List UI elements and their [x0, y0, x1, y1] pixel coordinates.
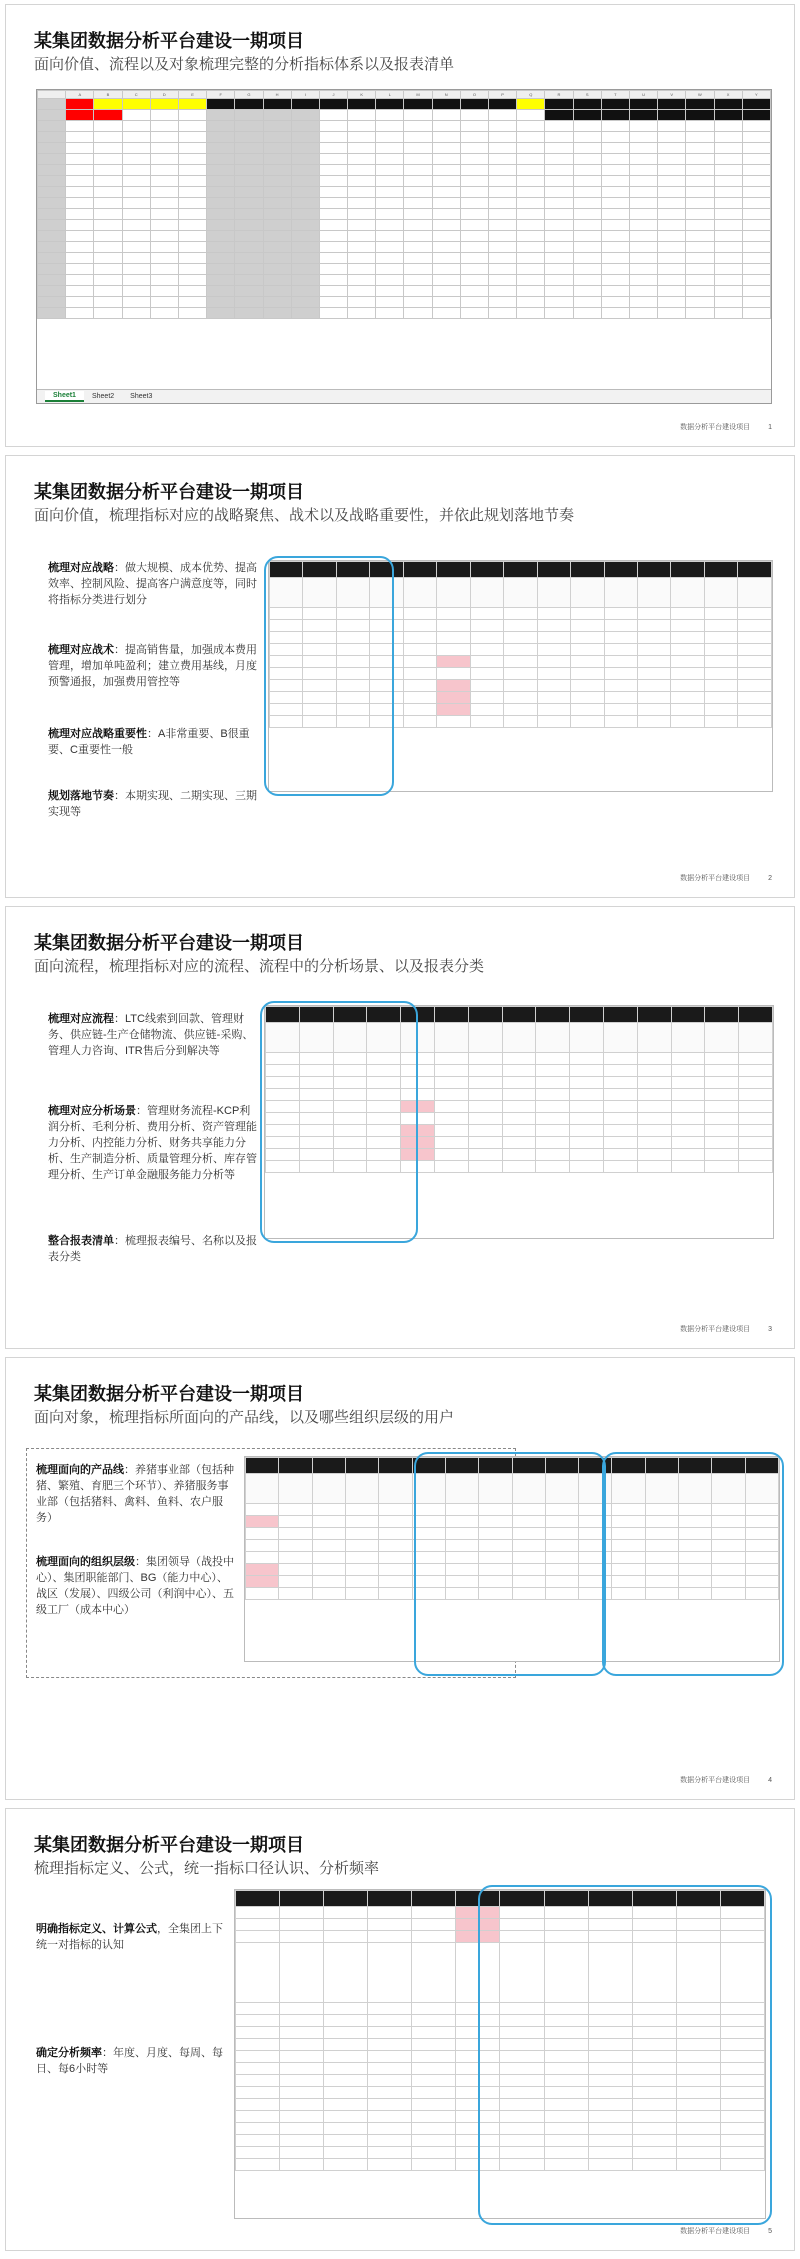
bullet-definition	[36, 1921, 226, 1953]
bullet-head: 规划落地节奏	[48, 790, 114, 802]
slide-footer	[680, 1324, 772, 1334]
bullet-body: ：养猪事业部（包括种猪、繁殖、育肥三个环节）、养猪服务事业部（包括猪料、禽料、鱼料、农户服务）	[36, 1464, 234, 1524]
slide-subtitle: 面向流程，梳理指标对应的流程、流程中的分析场景、以及报表分类	[34, 958, 485, 975]
slide-footer	[680, 873, 772, 883]
slide-4	[5, 1357, 795, 1800]
bullet-body: ：本期实现、二期实现、三期实现等	[48, 790, 257, 818]
page-number: 5	[768, 2228, 772, 2235]
spreadsheet-screenshot	[36, 89, 772, 404]
bullet-report-list	[48, 1233, 258, 1265]
bullet-head: 明确指标定义、计算公式	[36, 1923, 157, 1935]
bullet-body: ：年度、月度、每周、每日、每6小时等	[36, 2047, 223, 2075]
slide-2	[5, 455, 795, 898]
highlight-outline	[264, 556, 394, 796]
slide-title: 某集团数据分析平台建设一期项目	[34, 933, 304, 953]
footer-label: 数据分析平台建设项目	[680, 1777, 751, 1784]
highlight-outline-org	[602, 1452, 784, 1676]
bullet-body: ：做大规模、成本优势、提高效率、控制风险、提高客户满意度等，同时将指标分类进行划分	[48, 562, 257, 606]
bullet-frequency	[36, 2045, 226, 2077]
bullet-head: 梳理对应战略	[48, 562, 114, 574]
slide-subtitle: 面向价值，梳理指标对应的战略聚焦、战术以及战略重要性，并依此规划落地节奏	[34, 507, 575, 524]
bullet-roadmap	[48, 788, 258, 820]
bullet-importance	[48, 726, 258, 758]
slide-footer	[680, 2226, 772, 2236]
bullet-scenario	[48, 1103, 258, 1183]
bullet-tactics	[48, 642, 258, 690]
bullet-body: ：提高销售量，加强成本费用管理，增加单吨盈利；建立费用基线，月度预警通报，加强费用管控等	[48, 644, 257, 688]
page-number: 2	[768, 875, 772, 882]
bullet-process	[48, 1011, 258, 1059]
sheet-tab-bar	[37, 389, 771, 403]
slide-1	[5, 4, 795, 447]
bullet-body: ，全集团上下统一对指标的认知	[36, 1923, 223, 1951]
highlight-outline-product	[414, 1452, 606, 1676]
highlight-outline	[260, 1001, 418, 1243]
bullet-head: 梳理面向的产品线	[36, 1464, 124, 1476]
slide-title: 某集团数据分析平台建设一期项目	[34, 31, 304, 51]
bullet-strategy	[48, 560, 258, 608]
slide-subtitle: 梳理指标定义、公式，统一指标口径认识、分析频率	[34, 1860, 380, 1877]
page-number: 1	[768, 424, 772, 431]
slide-3	[5, 906, 795, 1349]
sheet-tab-2[interactable]: Sheet2	[91, 393, 115, 400]
slide-title: 某集团数据分析平台建设一期项目	[34, 482, 304, 502]
bullet-body: ：A非常重要、B很重要、C重要性一般	[48, 728, 250, 756]
bullet-head: 梳理对应分析场景	[48, 1105, 136, 1117]
sheet-tab-3[interactable]: Sheet3	[130, 393, 153, 400]
bullet-body: ：管理财务流程-KCP利润分析、毛利分析、费用分析、资产管理能力分析、内控能力分析、财务共享能力分析、生产制造分析、质量管理分析、库存管理分析、生产订单金融服务能力分析等	[48, 1105, 257, 1181]
highlight-outline	[478, 1885, 772, 2225]
footer-label: 数据分析平台建设项目	[680, 1326, 751, 1333]
footer-label: 数据分析平台建设项目	[680, 875, 751, 882]
sheet-tab-1[interactable]: Sheet1	[45, 391, 84, 402]
page-number: 4	[768, 1777, 772, 1784]
slide-subtitle: 面向对象，梳理指标所面向的产品线，以及哪些组织层级的用户	[34, 1409, 455, 1426]
slide-footer	[680, 422, 772, 432]
bullet-head: 梳理对应战略重要性	[48, 728, 147, 740]
bullet-body: ：LTC线索到回款、管理财务、供应链-生产仓储物流、供应链-采购、管理人力咨询、ITR售后分到解决等	[48, 1013, 254, 1057]
bullet-head: 梳理对应流程	[48, 1013, 114, 1025]
bullet-product-line	[36, 1462, 236, 1526]
bullet-head: 确定分析频率	[36, 2047, 102, 2059]
bullet-org-level	[36, 1554, 236, 1618]
bullet-head: 整合报表清单	[48, 1235, 114, 1247]
slide-footer	[680, 1775, 772, 1785]
page-number: 3	[768, 1326, 772, 1333]
bullet-body: ：集团领导（战投中心）、集团职能部门、BG（能力中心）、战区（发展）、四级公司（利润中心）、五级工厂（成本中心）	[36, 1556, 234, 1616]
slide-title: 某集团数据分析平台建设一期项目	[34, 1835, 304, 1855]
bullet-body: ：梳理报表编号、名称以及报表分类	[48, 1235, 257, 1263]
slide-subtitle: 面向价值、流程以及对象梳理完整的分析指标体系以及报表清单	[34, 56, 455, 73]
slide-5	[5, 1808, 795, 2251]
bullet-head: 梳理面向的组织层级	[36, 1556, 135, 1568]
slide-title: 某集团数据分析平台建设一期项目	[34, 1384, 304, 1404]
bullet-head: 梳理对应战术	[48, 644, 114, 656]
footer-label: 数据分析平台建设项目	[680, 2228, 751, 2235]
footer-label: 数据分析平台建设项目	[680, 424, 751, 431]
spreadsheet-grid: A B C D E F G H I J K L M N O P Q R S T U V W X Y	[37, 90, 771, 319]
